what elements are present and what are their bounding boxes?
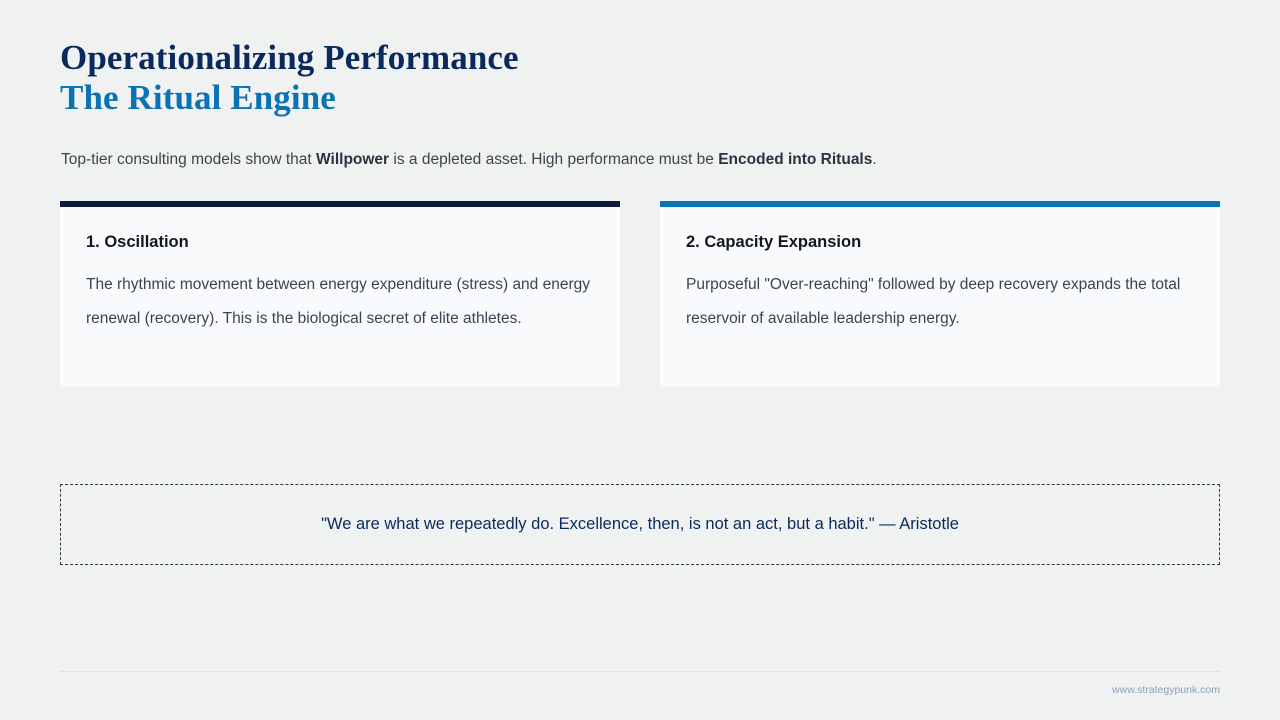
intro-emphasis-willpower: Willpower <box>316 151 390 168</box>
intro-text-part-2: is a depleted asset. High performance must be <box>389 151 719 168</box>
card-description: The rhythmic movement between energy expenditure (stress) and energy renewal (recovery). This is the biological secret of elite athletes. <box>86 276 590 327</box>
intro-paragraph <box>61 148 1221 171</box>
footer-url: www.strategypunk.com <box>1112 684 1220 696</box>
card-body <box>660 207 1220 387</box>
intro-text-part-1: Top-tier consulting models show that <box>61 151 317 168</box>
card-description: Purposeful "Over-reaching" followed by deep recovery expands the total reservoir of available leadership energy. <box>686 276 1181 327</box>
title-line-secondary: The Ritual Engine <box>60 78 336 117</box>
card-title: 1. Oscillation <box>86 233 189 251</box>
intro-text-part-3: . <box>872 151 877 168</box>
title-line-primary: Operationalizing Performance <box>60 38 519 77</box>
page-title <box>60 38 519 118</box>
quote-text: "We are what we repeatedly do. Excellence, then, is not an act, but a habit." — Aristotle <box>321 515 959 533</box>
card-group <box>60 201 1220 387</box>
card-body <box>60 207 620 387</box>
footer-divider <box>60 671 1220 672</box>
card-oscillation <box>60 201 620 387</box>
intro-emphasis-rituals: Encoded into Rituals <box>718 151 873 168</box>
quote-callout <box>60 484 1220 565</box>
card-capacity-expansion <box>660 201 1220 387</box>
card-title: 2. Capacity Expansion <box>686 233 862 251</box>
